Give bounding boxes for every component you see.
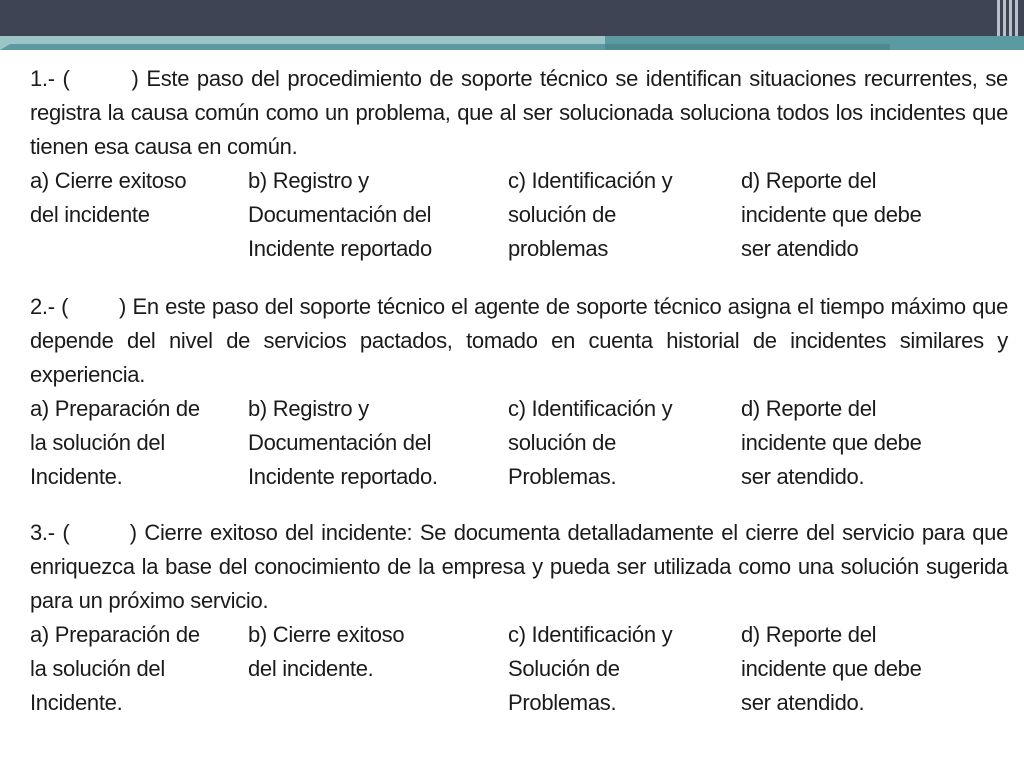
question-3-statement: Cierre exitoso del incidente: Se documenta detalladamente el cierre del servicio para que enriquezca la base del conocimiento de la empresa y pueda ser utilizada como una solución sugerida para un próximo servicio.	[30, 520, 1009, 613]
slide-accent-band	[0, 36, 1024, 50]
option-b: b) Registro y Documentación del Incidente reportado.	[248, 396, 438, 489]
question-2-statement: En este paso del soporte técnico el agente de soporte técnico asigna el tiempo máximo que depende del nivel de servicios pactados, tomado en cuenta historial de incidentes similares y experiencia.	[30, 294, 1009, 387]
option-d: d) Reporte del incidente que debe ser atendido	[741, 168, 922, 261]
option-d: d) Reporte del incidente que debe ser atendido.	[741, 396, 922, 489]
option-c: c) Identificación y solución de problemas	[508, 168, 673, 261]
option-c: c) Identificación y Solución de Problemas.	[508, 622, 673, 715]
question-1-text-block	[30, 62, 1008, 164]
quiz-content	[30, 62, 1008, 720]
question-3-options	[30, 618, 1008, 720]
question-3-number[interactable]: 3.- ( )	[30, 520, 137, 545]
question-3	[30, 516, 1008, 720]
option-a: a) Preparación de la solución del Incidente.	[30, 396, 200, 489]
question-3-text-block	[30, 516, 1008, 618]
option-b: b) Cierre exitoso del incidente.	[248, 622, 405, 681]
question-2-text-block	[30, 290, 1008, 392]
question-1-number[interactable]: 1.- ( )	[30, 66, 139, 91]
option-c: c) Identificación y solución de Problemas.	[508, 396, 673, 489]
question-1-statement: Este paso del procedimiento de soporte técnico se identifican situaciones recurrentes, se registra la causa común como un problema, que al ser solucionada soluciona todos los incidentes que tienen esa causa en común.	[30, 66, 1008, 159]
question-1-options	[30, 164, 1008, 266]
option-b: b) Registro y Documentación del Incidente reportado	[248, 168, 432, 261]
slide-header-bar	[0, 0, 1024, 36]
option-a: a) Cierre exitoso del incidente	[30, 168, 187, 227]
question-2-options	[30, 392, 1008, 494]
question-2	[30, 290, 1008, 494]
question-1	[30, 62, 1008, 266]
option-d: d) Reporte del incidente que debe ser atendido.	[741, 622, 922, 715]
option-a: a) Preparación de la solución del Incidente.	[30, 622, 200, 715]
question-2-number[interactable]: 2.- ( )	[30, 294, 127, 319]
